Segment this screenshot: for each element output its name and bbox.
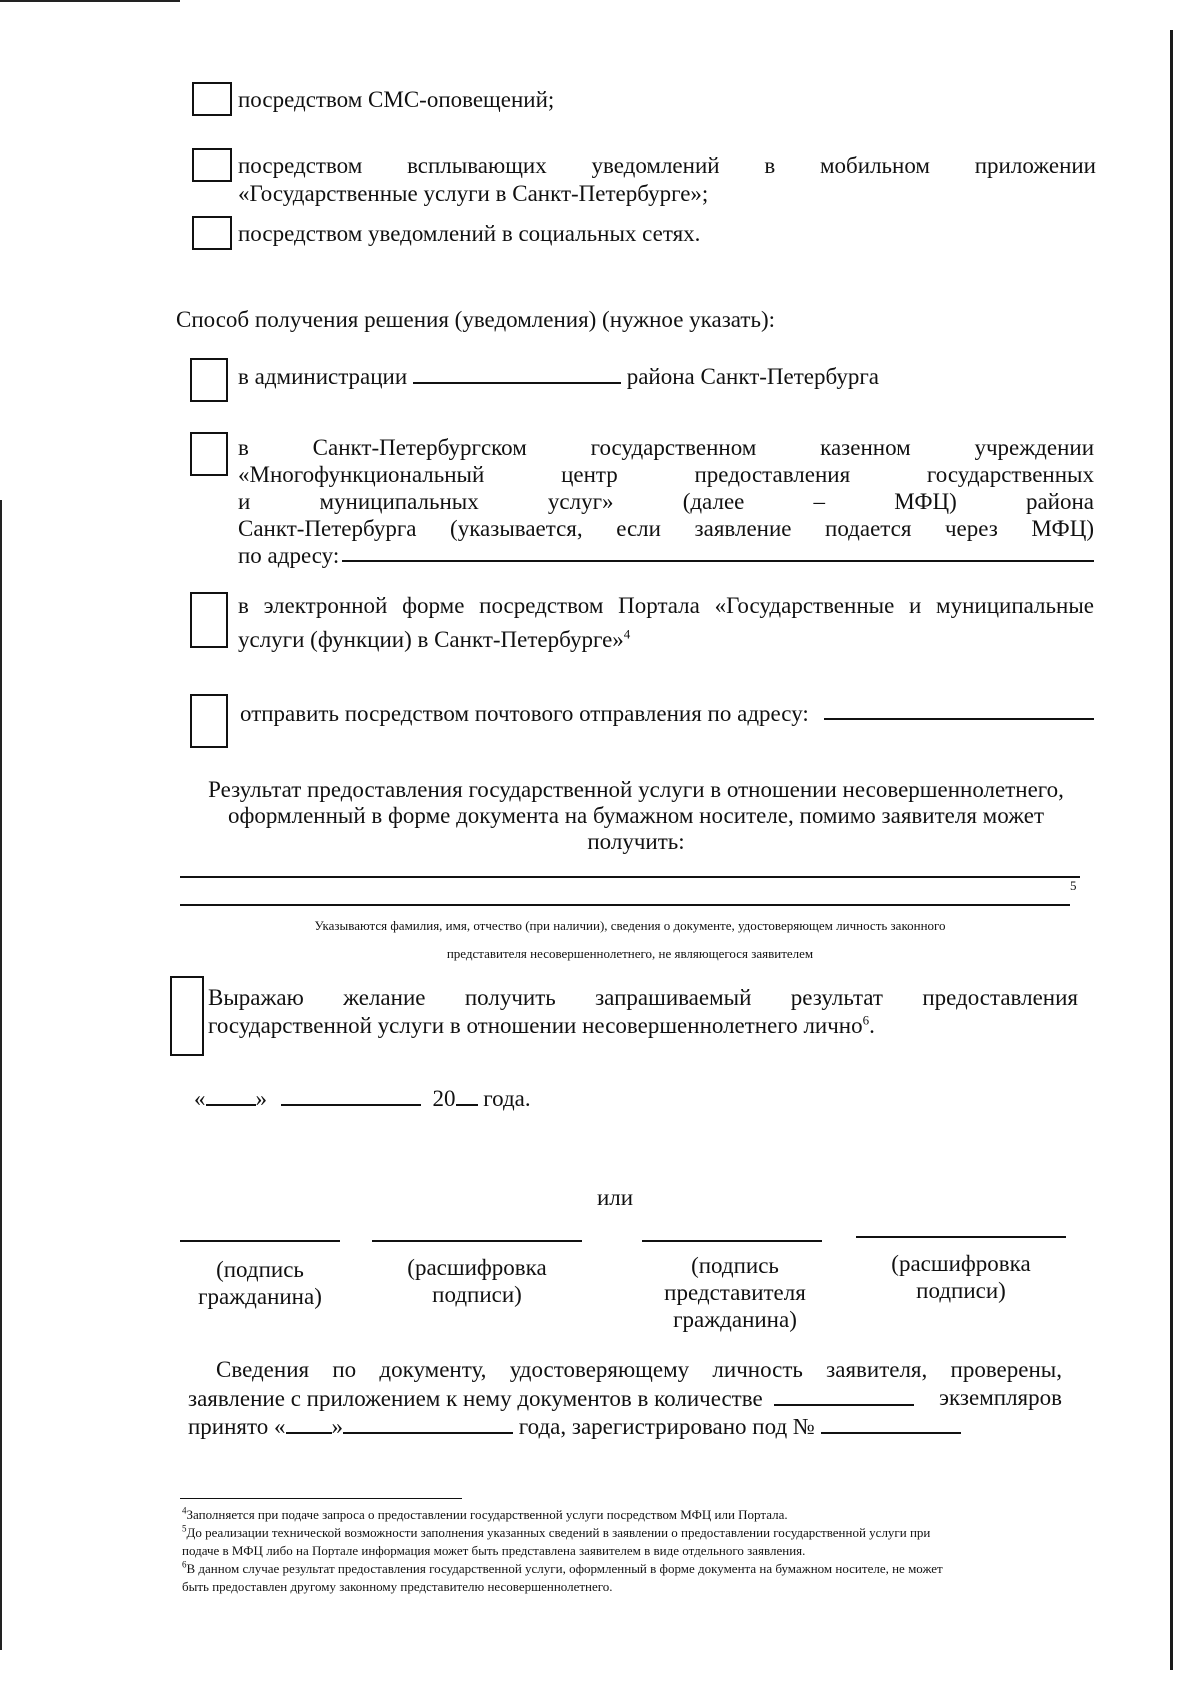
signature-caption-representative: [640, 1252, 830, 1333]
footnote-6: [182, 1561, 1102, 1577]
recipient-hint-2: представителя несовершеннолетнего, не являющегося заявителем: [446, 946, 814, 961]
caption-line: подписи): [432, 1282, 522, 1307]
footnote-ref-4: 4: [623, 626, 631, 642]
post-address-field[interactable]: [824, 718, 1094, 720]
year-field[interactable]: [456, 1084, 478, 1106]
signature-caption-decode-1: [372, 1254, 582, 1308]
verify-line-1: Сведения по документу, удостоверяющему личность заявителя, проверены,: [216, 1357, 1062, 1382]
footnote-5-cont: [182, 1543, 1102, 1559]
checkbox-social[interactable]: [192, 216, 232, 250]
mfc-line-1: в Санкт-Петербургском государственном казенном учреждении: [238, 435, 1094, 460]
footnote-text: подаче в МФЦ либо на Портале информация может быть представлена заявителем в виде отдельного заявления.: [182, 1543, 806, 1558]
scan-artifact-top: [0, 0, 180, 2]
recipient-field-1[interactable]: [180, 876, 1080, 878]
day-field[interactable]: [206, 1084, 256, 1106]
recipient-hint-1: Указываются фамилия, имя, отчество (при наличии), сведения о документе, удостоверяющем личность законного: [314, 918, 946, 933]
accepted-month-field[interactable]: [343, 1412, 513, 1434]
registration-number-field[interactable]: [821, 1412, 961, 1434]
recipient-field-2[interactable]: [180, 904, 1070, 906]
footnote-6-cont: [182, 1579, 1102, 1595]
district-field[interactable]: [413, 362, 621, 384]
footnote-text: В данном случае результат предоставления государственной услуги, оформленный в форме документа на бумажном носителе, не может: [186, 1561, 943, 1576]
year-prefix: 20: [432, 1086, 456, 1111]
caption-line: (расшифровка: [407, 1255, 547, 1280]
footnote-number: 5: [182, 1523, 187, 1534]
caption-line: гражданина): [198, 1284, 322, 1309]
checkbox-post[interactable]: [190, 694, 228, 748]
verify-line-2: [188, 1384, 1062, 1412]
footnote-number: 4: [182, 1505, 187, 1516]
footnote-separator: [180, 1498, 462, 1499]
personal-line-1: Выражаю желание получить запрашиваемый результат предоставления: [208, 985, 1078, 1010]
signature-line-decode-1[interactable]: [372, 1240, 582, 1242]
year-suffix: года.: [483, 1086, 531, 1111]
accepted-day-field[interactable]: [286, 1412, 332, 1434]
mfc-line-4: Санкт-Петербурга (указывается, если заявление подается через МФЦ): [238, 516, 1094, 541]
mfc-line-3: и муниципальных услуг» (далее – МФЦ) района: [238, 489, 1094, 514]
caption-line: представителя: [664, 1280, 806, 1305]
accepted-prefix: принято «: [188, 1414, 286, 1439]
footnote-ref-5: 5: [1070, 878, 1077, 893]
date-row: [194, 1084, 531, 1112]
option-push-label: посредством всплывающих уведомлений в мобильном приложении: [238, 153, 1096, 178]
checkbox-sms[interactable]: [192, 82, 232, 116]
checkbox-portal[interactable]: [190, 592, 228, 648]
signature-caption-citizen: [170, 1256, 350, 1310]
footnote-text: До реализации технической возможности заполнения указанных сведений в заявлении о предоставлении государственной услуги при: [186, 1525, 931, 1540]
personal-line-2: [208, 1012, 875, 1039]
checkbox-personal[interactable]: [170, 976, 204, 1056]
or-label: или: [596, 1185, 634, 1210]
mfc-address-field[interactable]: [342, 560, 1094, 562]
checkbox-admin[interactable]: [190, 358, 228, 402]
signature-line-citizen[interactable]: [180, 1240, 340, 1242]
caption-line: (подпись: [216, 1257, 304, 1282]
accepted-suffix: года, зарегистрировано под №: [518, 1414, 815, 1439]
result-line-3: получить:: [587, 829, 685, 854]
signature-caption-decode-2: [856, 1250, 1066, 1304]
month-field[interactable]: [281, 1084, 421, 1106]
caption-line: (расшифровка: [891, 1251, 1031, 1276]
caption-line: подписи): [916, 1278, 1006, 1303]
scan-artifact-right: [1170, 30, 1173, 1670]
checkbox-mfc[interactable]: [190, 432, 228, 476]
footnote-number: 6: [182, 1559, 187, 1570]
checkbox-push[interactable]: [192, 148, 232, 182]
accepted-mid: »: [331, 1414, 344, 1439]
option-push-label-line2: «Государственные услуги в Санкт-Петербурге»;: [238, 181, 709, 206]
caption-line: (подпись: [691, 1253, 779, 1278]
option-sms-label: посредством СМС-оповещений;: [238, 87, 555, 112]
verify-line-2-prefix: заявление с приложением к нему документов в количестве: [188, 1386, 763, 1411]
date-open-quote: «: [194, 1086, 206, 1111]
signature-line-representative[interactable]: [642, 1240, 822, 1242]
admin-suffix: района Санкт-Петербурга: [626, 364, 879, 389]
receive-heading: Способ получения решения (уведомления) (нужное указать):: [176, 307, 775, 332]
footnote-5: [182, 1525, 1102, 1541]
verify-line-3: [188, 1412, 961, 1440]
portal-line-2-text: услуги (функции) в Санкт-Петербурге»: [238, 627, 624, 652]
personal-line-2-tail: .: [869, 1013, 875, 1038]
portal-line-2: [238, 626, 630, 653]
admin-prefix: в администрации: [238, 364, 408, 389]
portal-line-1: в электронной форме посредством Портала «Государственные и муниципальные: [238, 593, 1094, 618]
mfc-line-2: «Многофункциональный центр предоставления государственных: [238, 462, 1094, 487]
signature-line-decode-2[interactable]: [856, 1236, 1066, 1238]
doc-count-field[interactable]: [774, 1384, 914, 1406]
date-close-quote: »: [255, 1086, 267, 1111]
mfc-address-label: по адресу:: [238, 543, 340, 568]
footnote-text: быть предоставлен другому законному представителю несовершеннолетнего.: [182, 1579, 613, 1594]
personal-line-2-text: государственной услуги в отношении несовершеннолетнего лично: [208, 1013, 863, 1038]
caption-line: гражданина): [673, 1307, 797, 1332]
scan-artifact-left: [0, 500, 2, 1650]
verify-line-2-suffix: экземпляров: [939, 1385, 1062, 1410]
result-line-2: оформленный в форме документа на бумажном носителе, помимо заявителя может: [228, 803, 1044, 828]
post-label: отправить посредством почтового отправления по адресу:: [240, 701, 809, 726]
footnote-text: Заполняется при подаче запроса о предоставлении государственной услуги посредством МФЦ или Портала.: [186, 1507, 788, 1522]
footnote-4: [182, 1507, 1102, 1523]
option-social-label: посредством уведомлений в социальных сетях.: [238, 221, 701, 246]
result-line-1: Результат предоставления государственной услуги в отношении несовершеннолетнего,: [208, 777, 1064, 802]
footnote-ref-6: 6: [862, 1012, 870, 1028]
admin-option: [238, 362, 879, 390]
